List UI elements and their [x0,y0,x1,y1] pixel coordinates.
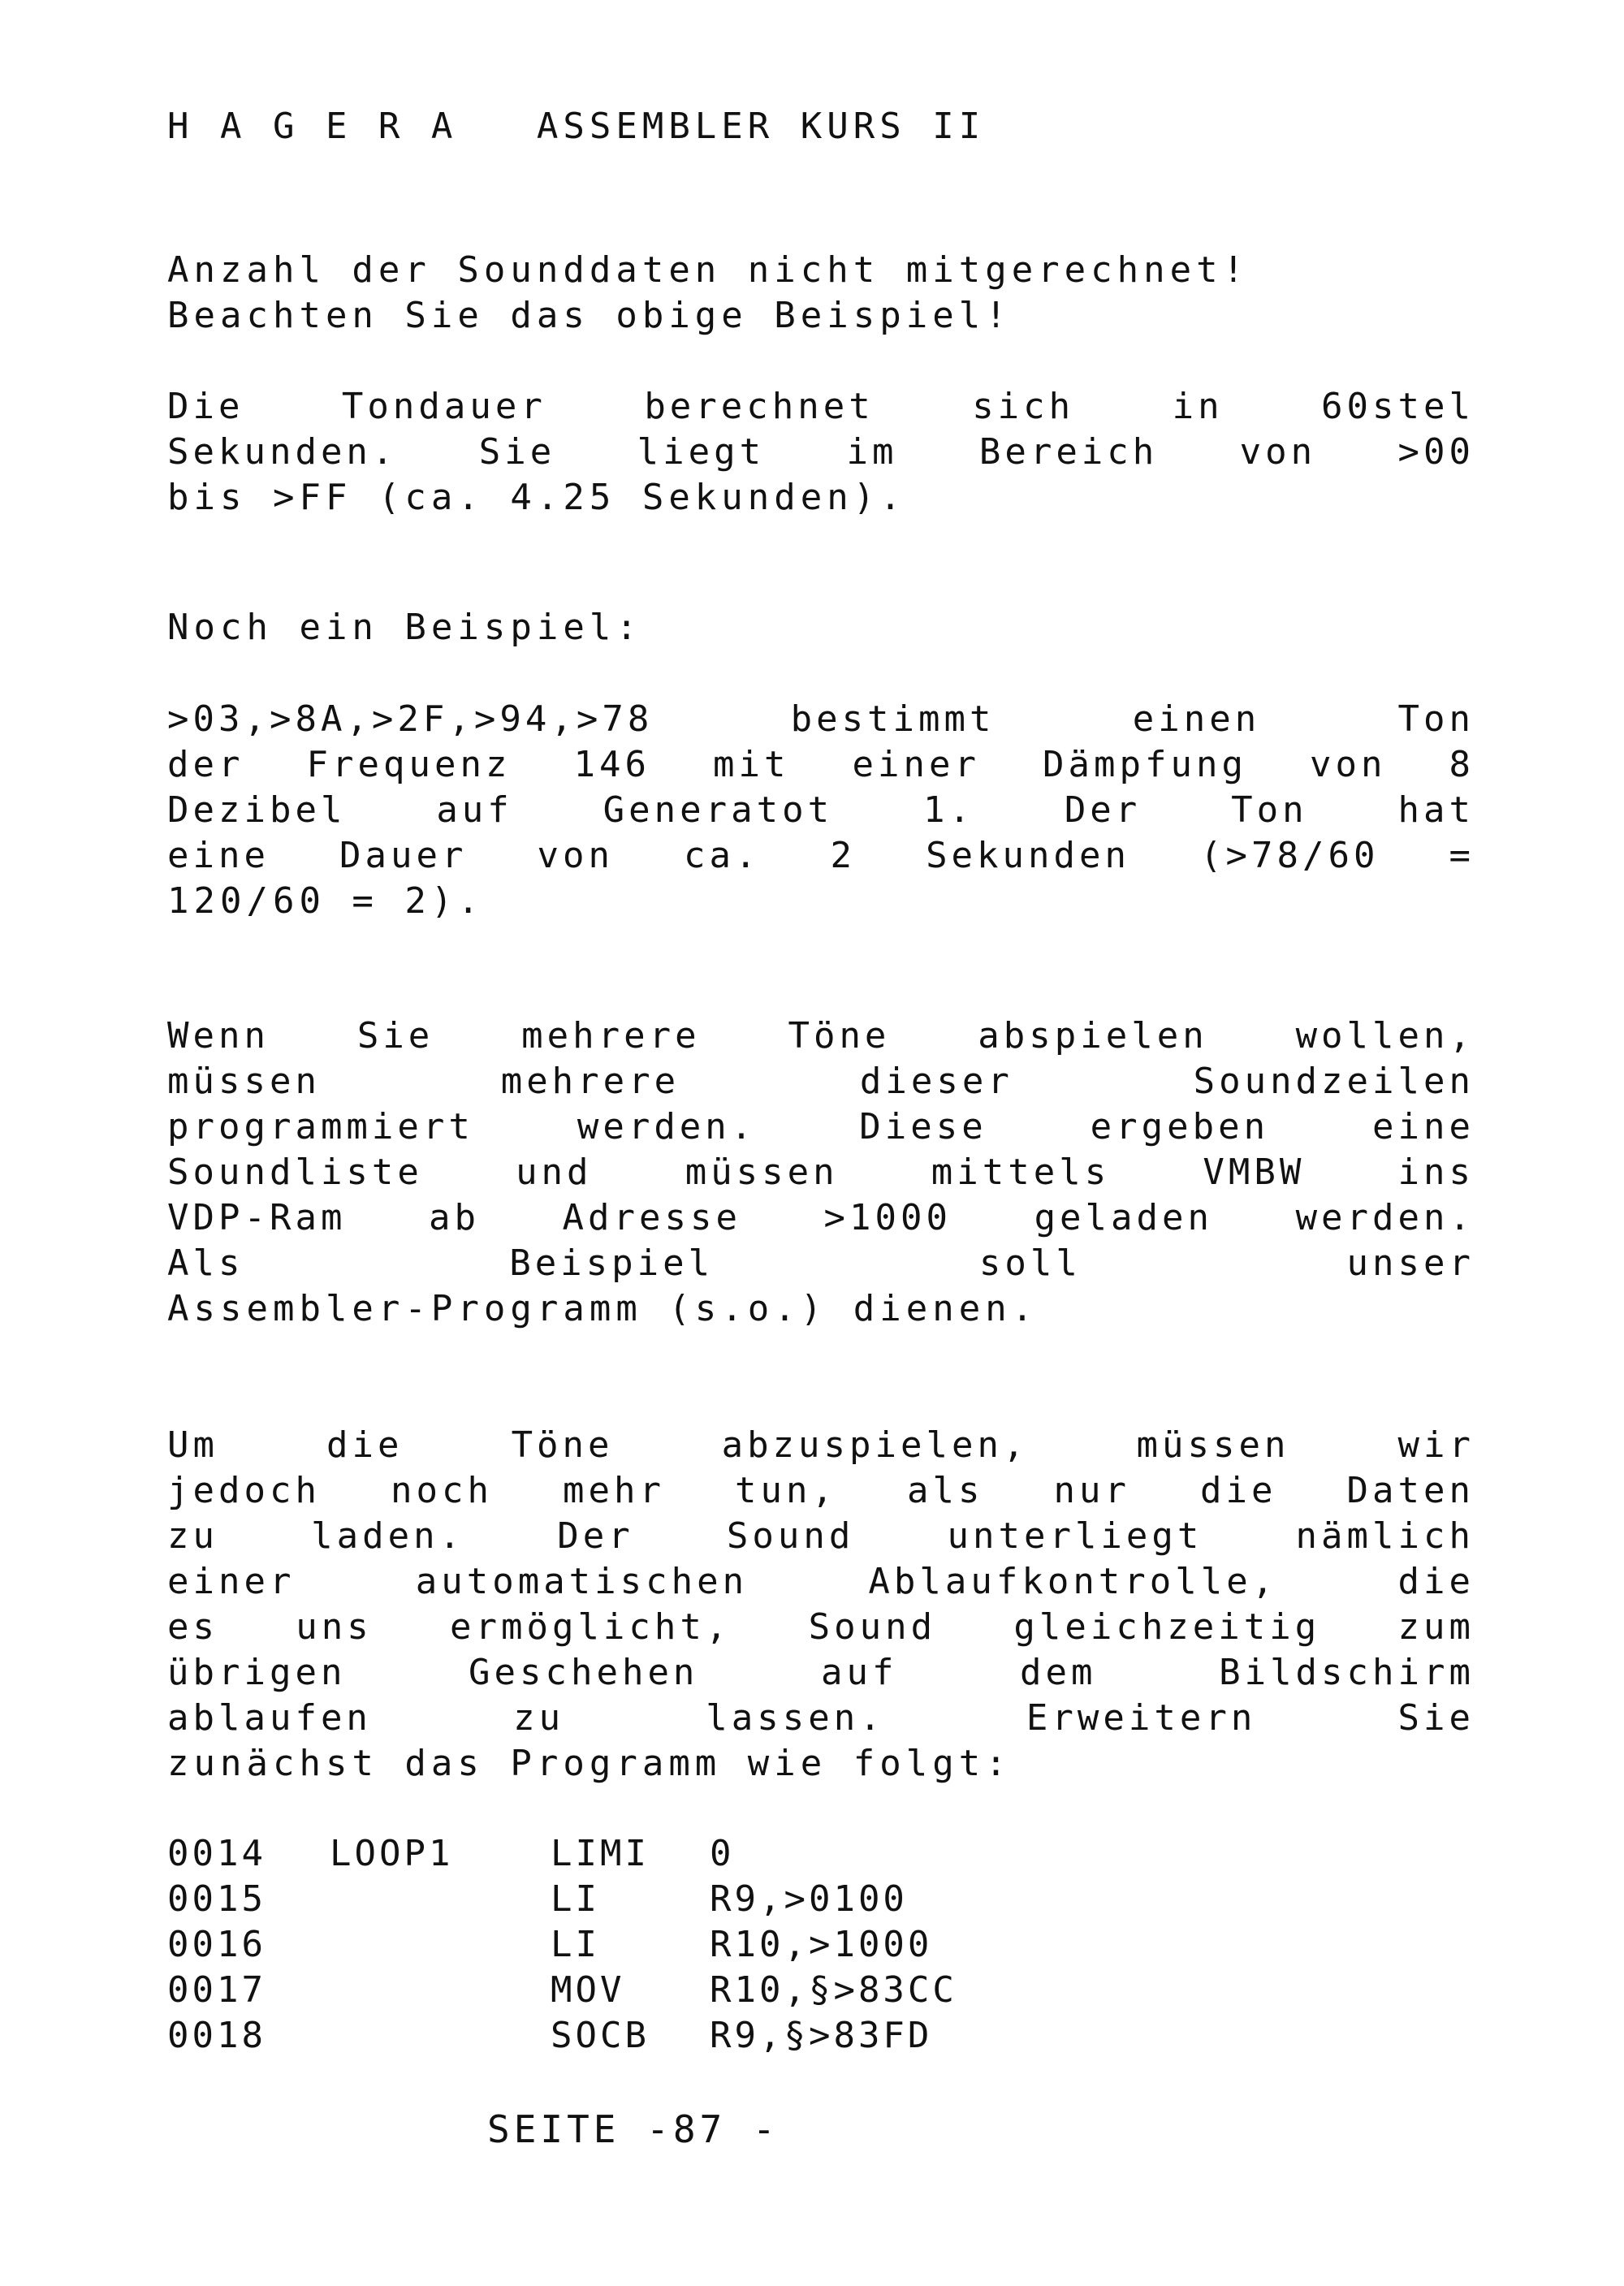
text-line: Dezibel auf Generatot 1. Der Ton hat [167,789,1475,831]
code-line [167,1922,933,1968]
text-line: Um die Töne abzuspielen, müssen wir [167,1424,1475,1466]
text-line: einer automatischen Ablaufkontrolle, die [167,1561,1475,1602]
text-line: 120/60 = 2). [167,880,484,922]
text-line: Beachten Sie das obige Beispiel! [167,295,1012,336]
code-line [167,1968,957,2013]
page-header-title: H A G E R A ASSEMBLER KURS II [167,106,986,147]
code-opcode: SOCB [551,2015,650,2056]
code-operand: R10,§>83CC [710,1969,957,2011]
text-line: bis >FF (ca. 4.25 Sekunden). [167,477,906,518]
code-line-number: 0016 [167,1924,266,1965]
code-opcode: LI [551,1878,600,1920]
code-line-number: 0017 [167,1969,266,2011]
code-line [167,1877,908,1922]
text-line: Noch ein Beispiel: [167,607,642,648]
page-number: SEITE -87 - [487,2107,780,2151]
text-line: programmiert werden. Diese ergeben eine [167,1106,1475,1147]
text-line: zu laden. Der Sound unterliegt nämlich [167,1515,1475,1557]
code-operand: 0 [710,1833,735,1874]
text-line: Assembler-Programm (s.o.) dienen. [167,1288,1039,1329]
text-line: der Frequenz 146 mit einer Dämpfung von 8 [167,744,1475,785]
text-line: übrigen Geschehen auf dem Bildschirm [167,1652,1475,1693]
code-operand: R10,>1000 [710,1924,933,1965]
code-line-number: 0018 [167,2015,266,2056]
text-line: ablaufen zu lassen. Erweitern Sie [167,1697,1475,1739]
code-line [167,2013,933,2059]
code-label: LOOP1 [330,1833,454,1874]
code-operand: R9,>0100 [710,1878,908,1920]
text-line: Wenn Sie mehrere Töne abspielen wollen, [167,1015,1475,1057]
text-line: eine Dauer von ca. 2 Sekunden (>78/60 = [167,835,1475,876]
text-line: >03,>8A,>2F,>94,>78 bestimmt einen Ton [167,698,1475,740]
text-line: Sekunden. Sie liegt im Bereich von >00 [167,431,1475,473]
text-line: Als Beispiel soll unser [167,1242,1475,1284]
code-operand: R9,§>83FD [710,2015,933,2056]
code-opcode: LIMI [551,1833,650,1874]
code-line-number: 0015 [167,1878,266,1920]
text-line: es uns ermöglicht, Sound gleichzeitig zum [167,1606,1475,1648]
text-line: Die Tondauer berechnet sich in 60stel [167,386,1475,427]
code-line [167,1831,735,1877]
text-line: müssen mehrere dieser Soundzeilen [167,1061,1475,1102]
code-opcode: LI [551,1924,600,1965]
text-line: Soundliste und müssen mittels VMBW ins [167,1152,1475,1193]
code-line-number: 0014 [167,1833,266,1874]
text-line: jedoch noch mehr tun, als nur die Daten [167,1470,1475,1511]
text-line: VDP-Ram ab Adresse >1000 geladen werden. [167,1197,1475,1238]
text-line: zunächst das Programm wie folgt: [167,1743,1012,1784]
text-line: Anzahl der Sounddaten nicht mitgerechnet! [167,249,1250,291]
code-opcode: MOV [551,1969,625,2011]
